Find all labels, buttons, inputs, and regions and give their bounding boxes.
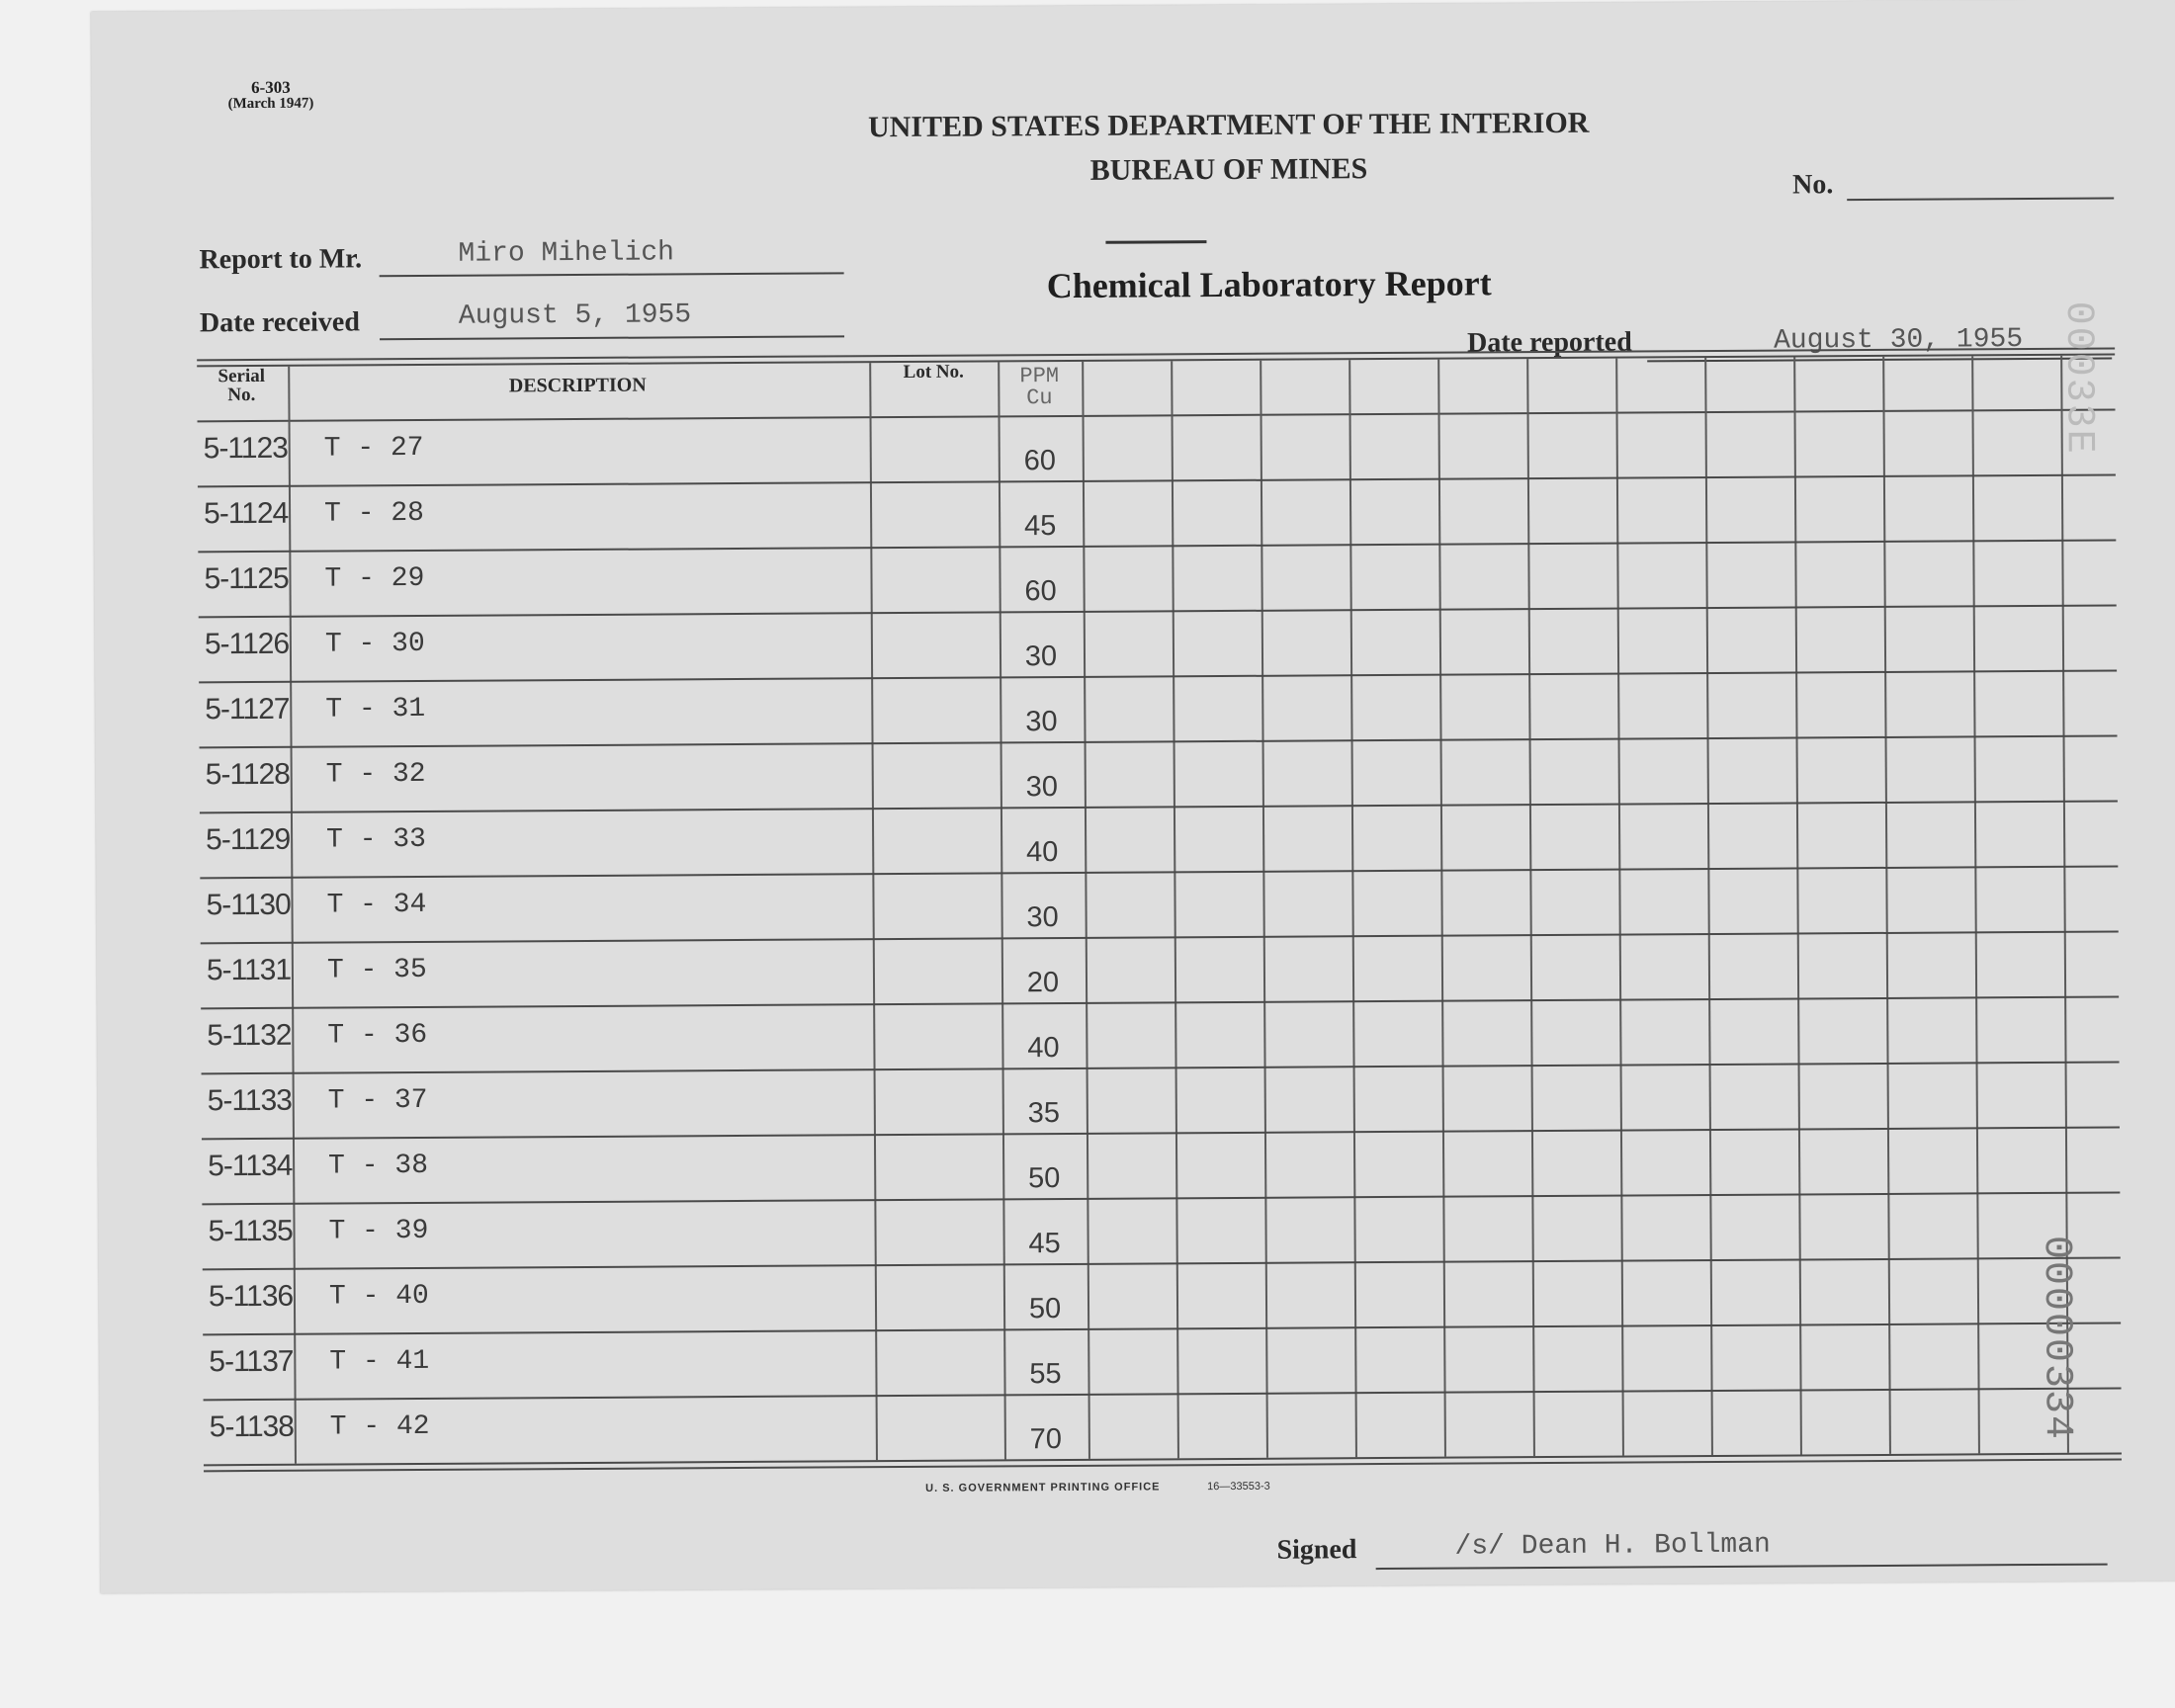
form-number [227, 77, 314, 113]
row-rule [200, 734, 2118, 748]
header-description: DESCRIPTION [508, 374, 647, 397]
row-serial-number: 5-1130 [206, 888, 291, 922]
column-divider [1971, 356, 1980, 1453]
row-ppm-cu: 50 [1027, 1162, 1061, 1195]
row-ppm-cu: 60 [1024, 575, 1057, 608]
printer-code: 16—33553-3 [1207, 1480, 1270, 1494]
row-ppm-cu: 30 [1026, 901, 1059, 934]
bureau-heading: BUREAU OF MINES [1089, 152, 1368, 187]
report-no-line [1847, 198, 2114, 202]
row-description: T - 29 [324, 562, 425, 595]
row-rule [200, 800, 2118, 813]
column-divider [1526, 359, 1535, 1456]
row-serial-number: 5-1126 [204, 627, 290, 661]
row-serial-number: 5-1132 [207, 1018, 292, 1053]
report-to-line [380, 272, 844, 277]
row-serial-number: 5-1129 [206, 822, 291, 857]
row-rule [201, 995, 2119, 1009]
row-serial-number: 5-1133 [207, 1083, 293, 1118]
row-description: T - 28 [324, 497, 425, 530]
row-description: T - 41 [329, 1345, 430, 1378]
date-received-value: August 5, 1955 [458, 299, 692, 332]
row-rule [200, 865, 2118, 879]
row-description: T - 31 [325, 693, 426, 726]
column-divider [1882, 357, 1891, 1454]
printer-note: U. S. GOVERNMENT PRINTING OFFICE [925, 1481, 1161, 1494]
column-divider [1704, 358, 1713, 1455]
row-ppm-cu: 35 [1027, 1097, 1061, 1130]
header-serial: Serial No. [218, 365, 266, 406]
row-ppm-cu: 30 [1025, 771, 1059, 804]
signature-value: /s/ Dean H. Bollman [1454, 1529, 1771, 1563]
row-serial-number: 5-1134 [208, 1149, 293, 1183]
row-rule [202, 1061, 2120, 1074]
header-rule [198, 409, 2116, 423]
column-divider [1348, 360, 1357, 1457]
row-description: T - 36 [327, 1019, 428, 1052]
row-description: T - 35 [326, 954, 427, 986]
row-description: T - 27 [323, 432, 424, 465]
column-divider [1260, 361, 1268, 1458]
report-no-label: No. [1792, 169, 1834, 201]
title-rule [1105, 240, 1206, 244]
row-description: T - 42 [329, 1410, 430, 1443]
signed-label: Signed [1276, 1534, 1357, 1566]
row-rule [199, 604, 2117, 618]
signature-line [1376, 1564, 2108, 1571]
table-top-rule [197, 354, 2115, 368]
column-divider [869, 363, 878, 1460]
row-description: T - 33 [326, 823, 427, 856]
row-description: T - 39 [328, 1215, 429, 1247]
row-rule [201, 930, 2119, 944]
column-divider [1437, 360, 1446, 1457]
row-serial-number: 5-1124 [204, 496, 289, 531]
row-serial-number: 5-1125 [204, 561, 289, 596]
row-rule [198, 539, 2116, 553]
date-received-line [380, 335, 844, 340]
row-rule [198, 473, 2116, 487]
results-table [197, 348, 2122, 1467]
row-serial-number: 5-1136 [208, 1279, 294, 1314]
report-paper [91, 0, 2175, 1593]
date-received-label: Date received [199, 306, 360, 339]
date-reported-value: August 30, 1955 [1773, 324, 2024, 357]
row-description: T - 34 [326, 889, 427, 921]
row-description: T - 40 [328, 1280, 429, 1313]
form-number-code: 6-303 [250, 77, 291, 98]
header-lot: Lot No. [903, 361, 964, 383]
row-ppm-cu: 30 [1025, 706, 1058, 738]
row-description: T - 32 [325, 758, 426, 791]
faint-number-stamp: 00033E [2054, 300, 2101, 456]
row-rule [203, 1322, 2121, 1335]
row-serial-number: 5-1131 [206, 953, 292, 987]
row-ppm-cu: 30 [1024, 640, 1058, 673]
row-ppm-cu: 70 [1029, 1423, 1063, 1456]
column-divider [1171, 361, 1179, 1458]
row-ppm-cu: 45 [1028, 1228, 1061, 1260]
row-description: T - 38 [328, 1150, 429, 1182]
row-rule [202, 1191, 2120, 1205]
row-serial-number: 5-1137 [209, 1344, 294, 1379]
column-divider [1615, 359, 1624, 1456]
row-serial-number: 5-1127 [205, 692, 290, 726]
row-ppm-cu: 45 [1023, 510, 1057, 543]
report-to-value: Miro Mihelich [458, 237, 675, 270]
row-description: T - 37 [327, 1084, 428, 1117]
header-ppm: PPM Cu [1019, 364, 1060, 411]
row-ppm-cu: 20 [1026, 967, 1060, 999]
document-number-stamp: 00000334 [2033, 1235, 2079, 1442]
row-ppm-cu: 60 [1023, 445, 1057, 477]
column-divider [1793, 357, 1802, 1454]
row-rule [204, 1387, 2122, 1401]
row-rule [203, 1256, 2121, 1270]
row-ppm-cu: 40 [1027, 1032, 1060, 1065]
table-bottom-rule [204, 1458, 2122, 1472]
row-serial-number: 5-1123 [203, 431, 288, 466]
row-serial-number: 5-1128 [205, 757, 291, 792]
row-serial-number: 5-1135 [208, 1214, 293, 1248]
row-rule [202, 1126, 2120, 1140]
row-description: T - 30 [324, 628, 425, 660]
row-serial-number: 5-1138 [209, 1409, 295, 1444]
row-ppm-cu: 40 [1025, 836, 1059, 869]
row-ppm-cu: 55 [1029, 1358, 1062, 1391]
form-revision-date: (March 1947) [227, 95, 314, 113]
report-title: Chemical Laboratory Report [1046, 263, 1492, 306]
row-rule [199, 669, 2117, 683]
date-reported-label: Date reported [1466, 326, 1632, 359]
department-heading: UNITED STATES DEPARTMENT OF THE INTERIOR [867, 106, 1590, 144]
report-to-label: Report to Mr. [199, 243, 363, 276]
row-ppm-cu: 50 [1028, 1293, 1062, 1325]
